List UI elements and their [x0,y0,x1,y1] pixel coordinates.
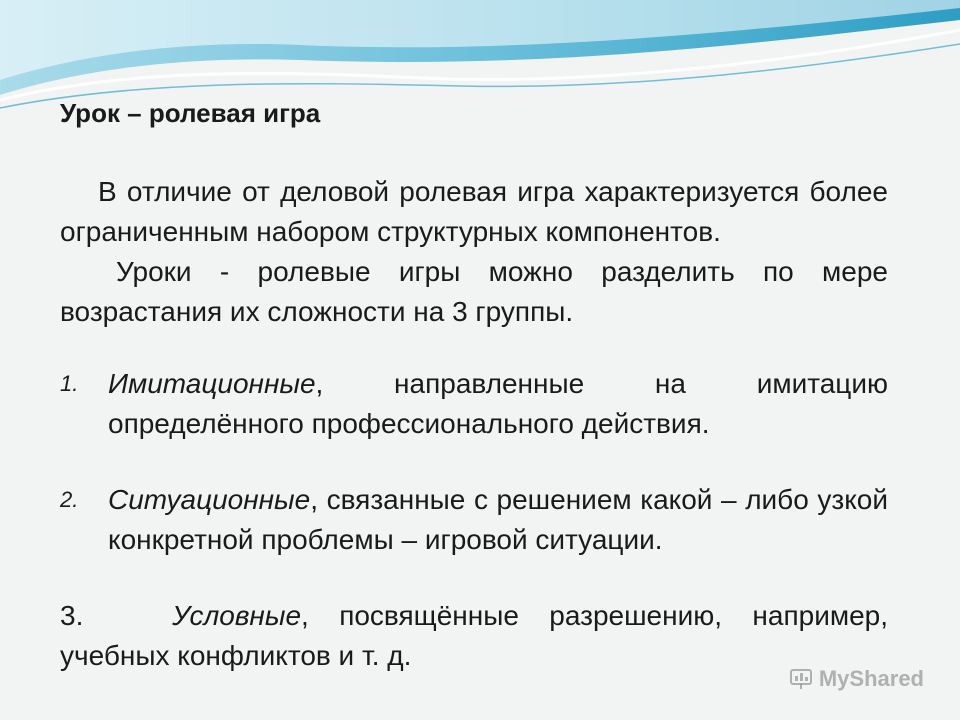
list-term: Ситуационные [108,484,311,515]
presentation-icon [789,667,813,691]
paragraph-intro: В отличие от деловой ролевая игра характеризуется более ограниченным набором структурных компонентов. [60,176,888,247]
watermark-text: MyShared [818,666,924,691]
list-text: , связанные с решением какой – либо узкой конкретной проблемы – игровой ситуации. [108,484,888,555]
list-item [60,596,888,676]
paragraph-groups: Уроки - ролевые игры можно разделить по мере возрастания их сложности на 3 группы. [60,256,888,327]
list-number: 1. [60,371,79,396]
list-term: Условные [172,600,302,631]
list-text: , посвящённые разрешению, например, учебных конфликтов и т. д. [60,600,889,671]
list-term: Имитационные [108,368,316,399]
list-number: 2. [60,487,79,512]
list-item [60,364,888,444]
list-item [60,480,888,560]
list-number: 3. [60,600,84,631]
slide-title: Урок – ролевая игра [60,98,321,128]
list-text: , направленные на имитацию определённого профессионального действия. [108,368,888,439]
slide-content [60,96,888,676]
watermark [789,666,924,692]
